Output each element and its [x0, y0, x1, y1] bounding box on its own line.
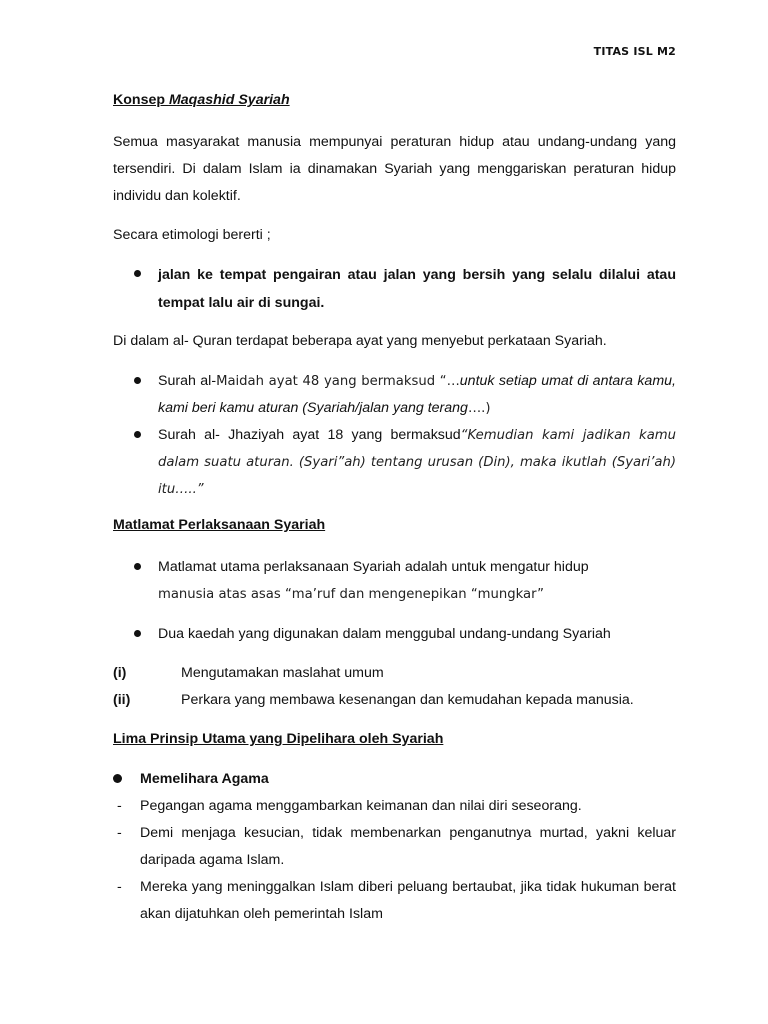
dash-text: Pegangan agama menggambarkan keimanan dan nilai diri seseorang. — [140, 798, 582, 814]
list-item — [113, 621, 676, 647]
dash-icon: - — [117, 879, 122, 895]
section-title-lima-prinsip: Lima Prinsip Utama yang Dipelihara oleh Syariah — [113, 731, 444, 747]
kaedah-text: Dua kaedah yang digunakan dalam menggubal undang-undang Syariah — [158, 626, 611, 642]
list-item — [113, 554, 676, 608]
bullet-icon — [113, 774, 122, 783]
bullet-icon — [134, 431, 141, 438]
subheading — [113, 766, 676, 792]
list-item — [113, 687, 634, 714]
subheading-text: Memelihara Agama — [140, 771, 269, 787]
matlamat-grey: manusia atas asas “ma’ruf dan mengenepikan “mungkar” — [158, 587, 544, 602]
document-header-code: TITAS ISL M2 — [593, 45, 676, 58]
list-item — [113, 793, 676, 820]
bullet-icon — [134, 630, 141, 637]
etymology-list — [113, 261, 676, 317]
bullet-icon — [134, 563, 141, 570]
list-item — [113, 820, 676, 874]
verse2-plain: Surah al- Jhaziyah ayat 18 yang bermaksud — [158, 427, 461, 443]
list-text: Perkara yang membawa kesenangan dan kemudahan kepada manusia. — [181, 692, 634, 708]
quran-intro: Di dalam al- Quran terdapat beberapa ayat yang menyebut perkataan Syariah. — [113, 333, 607, 349]
matlamat-text: Matlamat utama perlaksanaan Syariah adalah untuk mengatur hidup — [158, 559, 589, 575]
list-item — [113, 422, 676, 503]
list-item — [113, 261, 676, 317]
dash-text: Demi menjaga kesucian, tidak membenarkan penganutnya murtad, yakni keluar daripada agama Islam. — [140, 825, 676, 868]
list-number: (ii) — [113, 692, 131, 708]
matlamat-list — [113, 554, 676, 647]
title-prefix: Konsep — [113, 92, 169, 108]
list-item — [113, 660, 384, 687]
title-italic: Maqashid Syariah — [168, 92, 290, 108]
dash-icon: - — [117, 798, 122, 814]
verse1-grey: Maidah ayat 48 yang bermaksud “… — [216, 374, 460, 389]
dash-text: Mereka yang meninggalkan Islam diberi peluang bertaubat, jika tidak hukuman berat akan dijatuhkan oleh pemerintah Islam — [140, 879, 676, 922]
dash-icon: - — [117, 825, 122, 841]
list-item — [113, 368, 676, 422]
bullet-icon — [134, 270, 141, 277]
verse2-italic: “Kemudian kami jadikan kamu dalam suatu aturan. (Syari”ah) tentang urusan (Din), maka ikutlah (Syari’ah) itu…..” — [158, 428, 676, 497]
agama-dash-list — [113, 793, 676, 928]
section-title-matlamat: Matlamat Perlaksanaan Syariah — [113, 517, 326, 533]
intro-paragraph: Semua masyarakat manusia mempunyai peraturan hidup atau undang-undang yang tersendiri. Di dalam Islam ia dinamakan Syariah yang menggariskan peraturan hidup individu dan kolektif. — [113, 134, 676, 204]
list-item — [113, 874, 676, 928]
verse1-end: ….) — [467, 401, 491, 416]
verse1-plain: Surah al- — [158, 373, 217, 389]
list-number: (i) — [113, 665, 127, 681]
list-text: Mengutamakan maslahat umum — [181, 665, 384, 681]
verse1-italic: untuk setiap umat di antara kamu, kami beri kamu aturan (Syariah/jalan yang terang — [158, 373, 676, 416]
verse-list — [113, 368, 676, 503]
bullet-icon — [134, 377, 141, 384]
section-title-konsep — [113, 92, 290, 108]
etymology-intro: Secara etimologi bererti ; — [113, 227, 271, 243]
agama-heading — [113, 766, 676, 792]
etymology-text: jalan ke tempat pengairan atau jalan yang bersih yang selalu dilalui atau tempat lalu air di sungai. — [158, 267, 676, 311]
